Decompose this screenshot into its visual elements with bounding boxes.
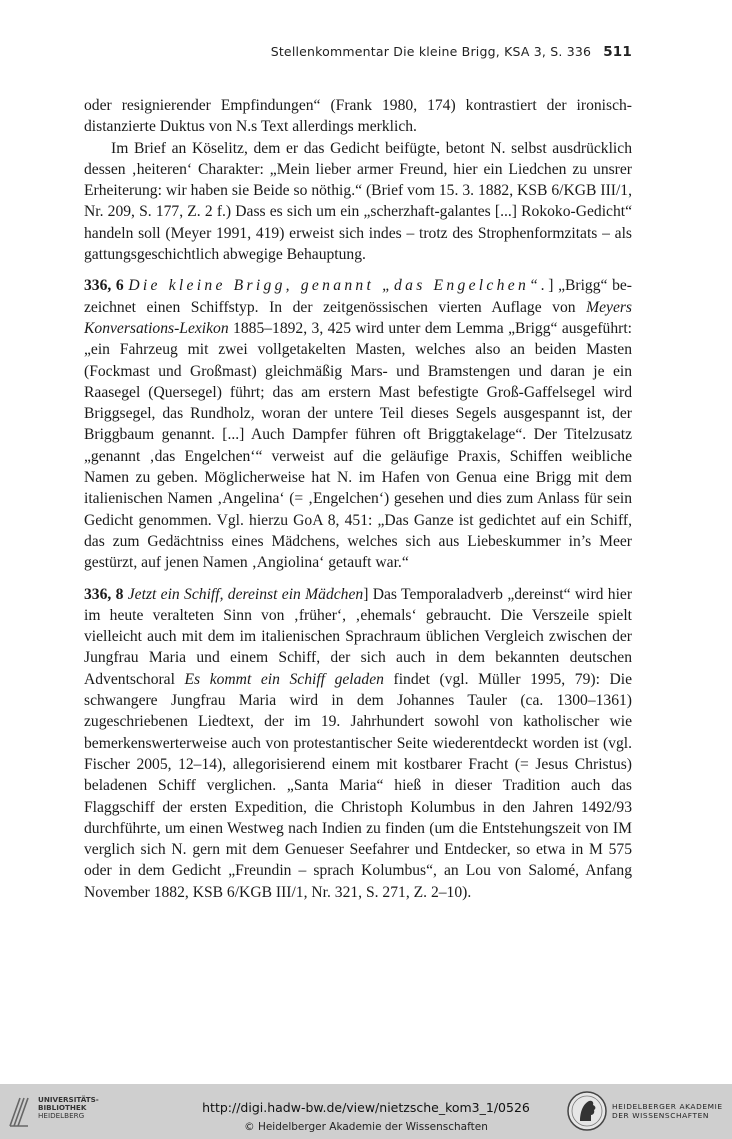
lemma: Jetzt ein Schiff, dereinst ein Mädchen — [127, 585, 364, 603]
academy-name-line: HEIDELBERGER AKADEMIE — [612, 1102, 723, 1111]
running-header — [0, 44, 632, 60]
academy-seal-icon — [566, 1088, 608, 1134]
entry-text: findet (vgl. Müller 1995, 79): Die schwangere Jungfrau Maria wird in dem Johannes Tauler (ca. 1300–1361) zugeschriebenen Liedtext, der im 19. Jahrhundert sowohl von katholischer wie bemerkenswerterweise auch von protestantischer Seite wiederentdeckt worden ist (vgl. Fischer 2005, 12–14), allegorisierend einem mit kostbarer Fracht (= Jesus Christus) beladenen Schiff verglichen. „Santa Maria“ hieß in dieser Tradition auch das Flaggschiff der ersten Expedition, die Christoph Kolumbus in den Jahren 1492/93 durchführte, um einen Westweg nach Indien zu finden (um die Entstehungszeit von IM verglich sich N. gern mit dem Genueser Seefahrer und Entdecker, so etwa in M 575 oder in dem Gedicht „Freundin – sprach Kolumbus“, an Lou von Salomé, Anfang November 1882, KSB 6/KGB III/1, Nr. 321, S. 271, Z. 2–10). — [84, 670, 632, 901]
academy-logo[interactable] — [566, 1088, 732, 1136]
italic-title: Meyers Konversations-Lexikon — [84, 298, 632, 337]
commentary-entry — [84, 584, 632, 903]
page-body — [84, 95, 632, 903]
italic-title: Es kommt ein Schiff geladen — [184, 670, 384, 688]
paragraph: oder resignierender Empfindungen“ (Frank 1980, 174) kontrastiert der ironisch-distanzierte Duktus von N.s Text allerdings merklich. — [84, 97, 632, 136]
academy-name-line: DER WISSENSCHAFTEN — [612, 1111, 710, 1120]
entry-text: 1885–1892, 3, 425 wird unter dem Lemma „Brigg“ ausgeführt: „ein Fahrzeug mit zwei vollgetakelten Masten, welches also an beiden Masten (Fockmast und Großmast) gleichmäßig Mars- und Bramstengen und daran je ein Raasegel (Quersegel) führt; das am erstern Mast befestigte Groß-Gaffelsegel wird Briggsegel, das Rundholz, woran der untere Teil dieses Segels ausgespannt ist, der Briggbaum genannt. [...] Auch Dampfer führen oft Briggtakelage“. Der Titelzusatz „genannt ‚das Engelchen‘“ verweist auf die geläufige Praxis, Schiffen weibliche Namen zu geben. Möglicherweise hat N. im Hafen von Genua eine Brigg mit dem italienischen Namen ‚Angelina‘ (= ‚Engelchen‘) gesehen und dies zum Anlass für sein Gedicht genommen. Vgl. hierzu GoA 8, 451: „Das Ganze ist gedichtet auf ein Schiff, das zum Gedächtniss eines Mädchens, welches sich aus Liebeskummer in’s Meer gestürzt, auf jenen Namen ‚Angiolina‘ getauft war.“ — [84, 319, 632, 572]
library-name-line: HEIDELBERG — [38, 1111, 85, 1120]
line-reference: 336, 6 — [84, 277, 124, 295]
copyright-notice: © Heidelberger Akademie der Wissenschaften — [244, 1121, 488, 1133]
lemma: Die kleine Brigg, genannt „das Engelchen“. — [128, 277, 549, 295]
line-reference: 336, 8 — [84, 585, 124, 603]
page-number: 511 — [603, 44, 632, 60]
library-name-line: UNIVERSITÄTS- — [38, 1095, 99, 1104]
running-title: Stellenkommentar Die kleine Brigg, KSA 3, S. 336 — [270, 44, 592, 59]
entry-text: ] „Brigg“ bezeichnet einen Schiffstyp. In der zeitgenössischen vierten Auflage von — [84, 277, 632, 316]
commentary-entry — [84, 275, 632, 573]
footer-bar — [0, 1084, 732, 1139]
paragraph: Im Brief an Köselitz, dem er das Gedicht beifügte, betont N. selbst ausdrücklich dessen ‚heiteren‘ Charakter: „Mein lieber armer Freund, hier ein Liedchen zu unsrer Erheiterung: wir haben sie Beide so nöthig.“ (Brief vom 15. 3. 1882, KSB 6/KGB III/1, Nr. 209, S. 177, Z. 2 f.) Dass es sich um ein „scherzhaft-galantes [...] Rokoko-Gedicht“ handeln soll (Meyer 1991, 419) erweist sich indes – trotz des Strophenformzitats – als gattungsgeschichtlich abwegige Behauptung. — [84, 139, 632, 264]
entry-text: ] Das Temporaladverb „dereinst“ wird hier im heute veralteten Sinn von ‚früher‘, ‚ehemals‘ gebraucht. Die Verszeile spielt vielleicht auch mit dem im italienischen Sprachraum üblichen Vergleich zwischen der Jungfrau Maria und einem Schiff, der sich auch in dem bekannten deutschen Adventschoral — [84, 585, 633, 688]
library-name-line: BIBLIOTHEK — [38, 1103, 87, 1112]
source-url-link[interactable]: http://digi.hadw-bw.de/view/nietzsche_kom3_1/0526 — [202, 1100, 530, 1115]
